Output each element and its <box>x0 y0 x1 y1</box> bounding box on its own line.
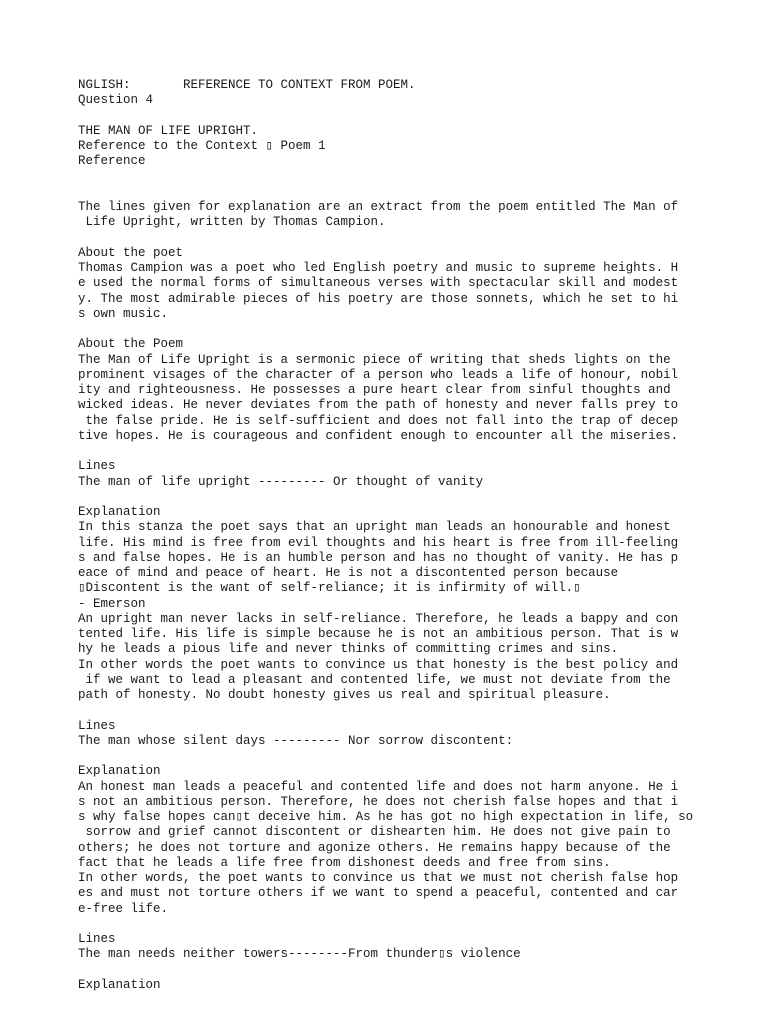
text-line: s and false hopes. He is an humble person and has no thought of vanity. He has p <box>78 550 679 565</box>
text-line: NGLISH: REFERENCE TO CONTEXT FROM POEM. <box>78 78 416 92</box>
blank-line <box>78 917 728 932</box>
text-line: Lines <box>78 932 116 946</box>
text-line: the false pride. He is self-sufficient and does not fall into the trap of decep <box>78 413 679 428</box>
text-line: About the Poem <box>78 337 184 352</box>
text-line: ity and righteousness. He possesses a pure heart clear from sinful thoughts and <box>78 383 671 397</box>
text-line: others; he does not torture and agonize others. He remains happy because of the <box>78 840 671 855</box>
text-line: Life Upright, written by Thomas Campion. <box>78 215 386 230</box>
text-line: if we want to lead a pleasant and contented life, we must not deviate from the <box>78 672 671 687</box>
text-line: The man needs neither towers--------From thunder▯s violence <box>78 947 521 962</box>
text-line: Thomas Campion was a poet who led English poetry and music to supreme heights. H <box>78 261 679 275</box>
text-line: wicked ideas. He never deviates from the path of honesty and never falls prey to <box>78 398 679 413</box>
document-page <box>78 78 728 993</box>
text-line: prominent visages of the character of a person who leads a life of honour, nobil <box>78 367 679 382</box>
text-line: eace of mind and peace of heart. He is not a discontented person because <box>78 566 619 580</box>
text-line: The Man of Life Upright is a sermonic piece of writing that sheds lights on the <box>78 352 671 367</box>
blank-line <box>78 185 728 200</box>
blank-line <box>78 109 728 124</box>
text-line: s own music. <box>78 306 169 321</box>
text-line: Reference to the Context ▯ Poem 1 <box>78 139 326 153</box>
text-line: The lines given for explanation are an extract from the poem entitled The Man of <box>78 200 679 214</box>
text-line: Explanation <box>78 977 161 992</box>
text-line: hy he leads a pious life and never thinks of committing crimes and sins. <box>78 642 619 657</box>
text-line: - Emerson <box>78 596 146 611</box>
text-line: In other words the poet wants to convince us that honesty is the best policy and <box>78 657 679 672</box>
text-line: y. The most admirable pieces of his poetry are those sonnets, which he set to hi <box>78 291 679 306</box>
text-line: ▯Discontent is the want of self-reliance; it is infirmity of will.▯ <box>78 581 581 596</box>
text-line: The man of life upright --------- Or thought of vanity <box>78 474 484 489</box>
text-line: An honest man leads a peaceful and contented life and does not harm anyone. He i <box>78 779 679 794</box>
text-line: About the poet <box>78 245 184 260</box>
text-line: THE MAN OF LIFE UPRIGHT. <box>78 123 259 138</box>
text-line: s why false hopes can▯t deceive him. As he has got no high expectation in life, so <box>78 810 694 824</box>
text-line: The man whose silent days --------- Nor sorrow discontent: <box>78 733 514 748</box>
text-line: Lines <box>78 718 116 733</box>
text-line: fact that he leads a life free from dishonest deeds and free from sins. <box>78 855 611 870</box>
blank-line <box>78 322 728 337</box>
text-line: Lines <box>78 459 116 474</box>
blank-line <box>78 170 728 185</box>
text-line: s not an ambitious person. Therefore, he does not cherish false hopes and that i <box>78 794 679 809</box>
text-line: life. His mind is free from evil thoughts and his heart is free from ill-feeling <box>78 535 679 550</box>
text-line: Question 4 <box>78 93 154 108</box>
text-line: Explanation <box>78 505 161 519</box>
blank-line <box>78 749 728 764</box>
text-line: es and must not torture others if we want to spend a peaceful, contented and car <box>78 886 679 901</box>
blank-line <box>78 490 728 505</box>
text-line: sorrow and grief cannot discontent or dishearten him. He does not give pain to <box>78 825 671 840</box>
blank-line <box>78 231 728 246</box>
text-line: e-free life. <box>78 901 169 916</box>
text-line: In other words, the poet wants to convince us that we must not cherish false hop <box>78 871 679 885</box>
text-line: Explanation <box>78 764 161 779</box>
text-line: tented life. His life is simple because he is not an ambitious person. That is w <box>78 627 679 641</box>
text-line: Reference <box>78 154 146 169</box>
text-line: tive hopes. He is courageous and confident enough to encounter all the miseries. <box>78 428 679 443</box>
text-line: In this stanza the poet says that an upright man leads an honourable and honest <box>78 520 671 535</box>
text-line: An upright man never lacks in self-reliance. Therefore, he leads a bappy and con <box>78 611 679 626</box>
blank-line <box>78 444 728 459</box>
text-line: path of honesty. No doubt honesty gives us real and spiritual pleasure. <box>78 688 611 702</box>
blank-line <box>78 703 728 718</box>
blank-line <box>78 963 728 978</box>
text-line: e used the normal forms of simultaneous verses with spectacular skill and modest <box>78 276 679 291</box>
